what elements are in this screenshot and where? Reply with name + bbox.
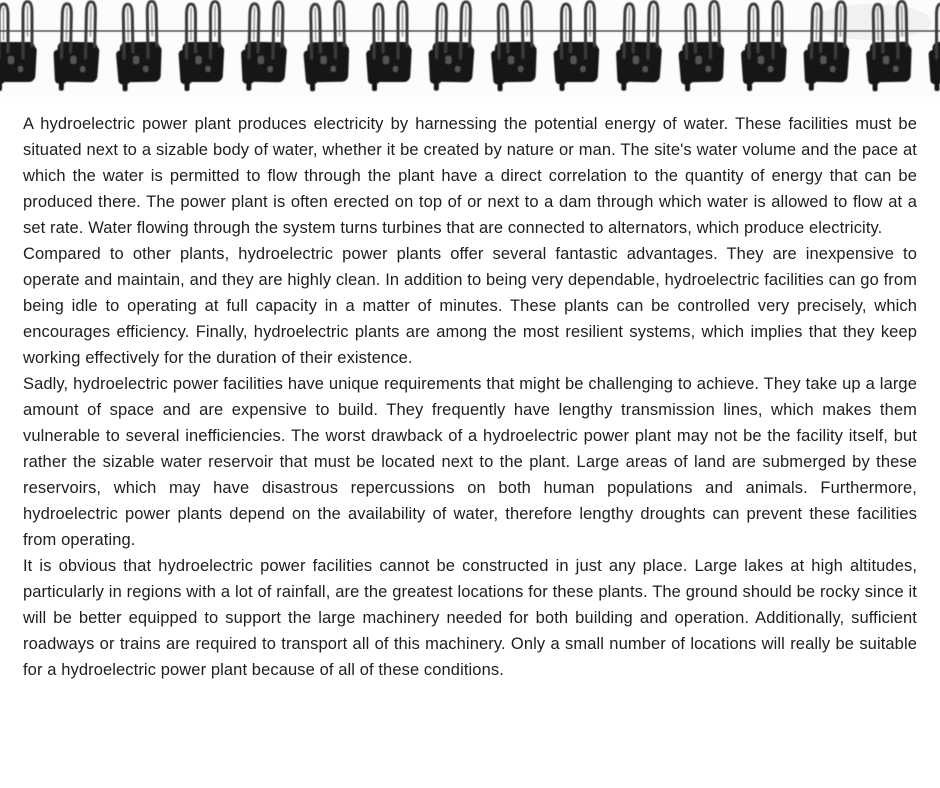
binding-loop — [366, 2, 412, 92]
binding-loop — [428, 1, 476, 91]
binding-loop — [115, 1, 163, 91]
binding-loop — [741, 2, 787, 92]
binding-loop — [928, 2, 940, 92]
binding-loop — [615, 1, 663, 91]
binding-loop — [553, 2, 599, 92]
spiral-binding — [0, 0, 940, 97]
document-body — [0, 97, 940, 683]
binding-loops-row — [0, 1, 940, 91]
binding-loop — [677, 1, 725, 91]
paragraph-2: Compared to other plants, hydroelectric power plants offer several fantastic advantages. They are inexpensive to operate and maintain, and they are highly clean. In addition to being very dependable, hydroelectric facilities can go from being idle to operating at full capacity in a matter of minutes. These plants can be controlled very precisely, which encourages efficiency. Finally, hydroelectric plants are among the most resilient systems, which implies that they keep working effectively for the duration of their existence. — [23, 245, 917, 367]
binding-loop — [240, 1, 288, 91]
binding-loop — [178, 2, 224, 92]
spiral-binding-image — [0, 0, 940, 97]
binding-loop — [0, 2, 37, 92]
binding-loop — [53, 1, 101, 91]
binding-loop — [490, 1, 538, 91]
paragraph-1: A hydroelectric power plant produces electricity by harnessing the potential energy of water. These facilities must be situated next to a sizable body of water, whether it be created by nature or man. The site's water volume and the pace at which the water is permitted to flow through the plant have a direct correlation to the quantity of energy that can be produced there. The power plant is often erected on top of or next to a dam through which water is allowed to flow at a set rate. Water flowing through the system turns turbines that are connected to alternators, which produce electricity. — [23, 115, 917, 237]
paragraph-4: It is obvious that hydroelectric power facilities cannot be constructed in just any place. Large lakes at high altitudes, particularly in regions with a lot of rainfall, are the greatest locations for these plants. The ground should be rocky since it will be better equipped to support the large machinery needed for both building and operation. Additionally, sufficient roadways or trains are required to transport all of this machinery. Only a small number of locations will really be suitable for a hydroelectric power plant because of all of these conditions. — [23, 557, 917, 679]
paragraph-3: Sadly, hydroelectric power facilities have unique requirements that might be challenging to achieve. They take up a large amount of space and are expensive to build. They frequently have lengthy transmission lines, which makes them vulnerable to several inefficiencies. The worst drawback of a hydroelectric power plant may not be the facility itself, but rather the sizable water reservoir that must be located next to the plant. Large areas of land are submerged by these reservoirs, which may have disastrous repercussions on both human populations and animals. Furthermore, hydroelectric power plants depend on the availability of water, therefore lengthy droughts can prevent these facilities from operating. — [23, 375, 917, 549]
binding-loop — [302, 1, 350, 91]
